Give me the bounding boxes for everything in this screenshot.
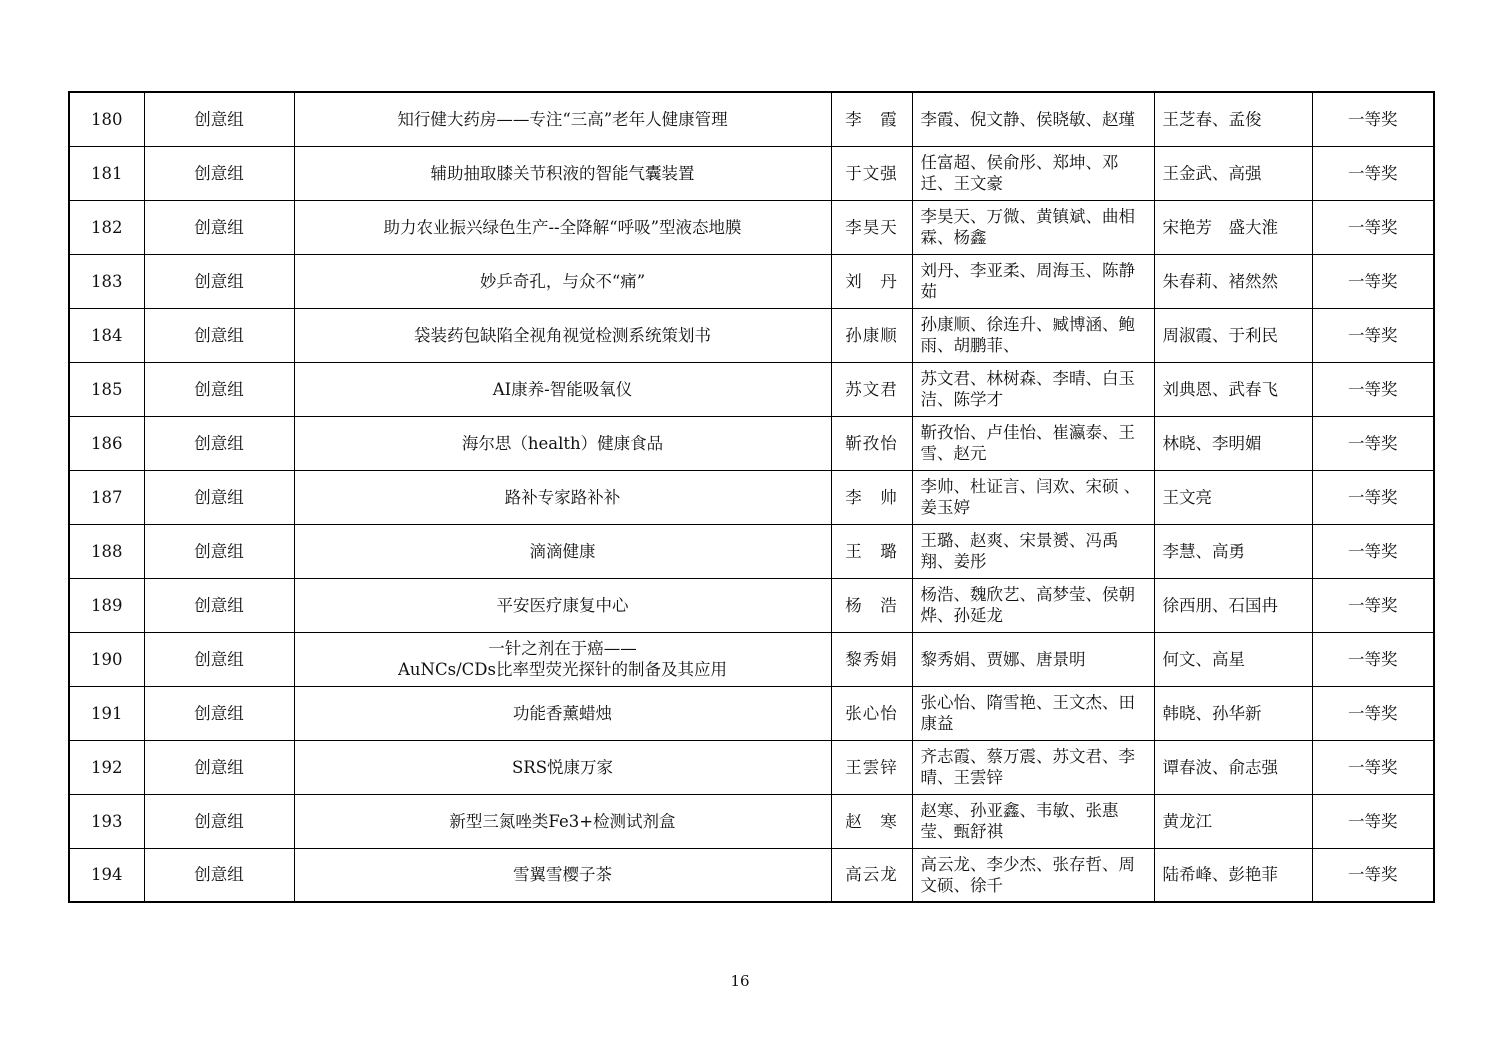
team-leader-cell: 黎秀娟 — [831, 632, 912, 686]
group-cell: 创意组 — [144, 470, 294, 524]
team-members-cell: 王璐、赵爽、宋景赟、冯禹翔、姜彤 — [912, 524, 1154, 578]
advisors-cell: 李慧、高勇 — [1154, 524, 1312, 578]
advisors-cell: 刘典恩、武春飞 — [1154, 362, 1312, 416]
table-row — [69, 200, 1434, 254]
project-title-cell — [294, 146, 831, 200]
entry-number-cell: 181 — [69, 146, 144, 200]
award-cell: 一等奖 — [1312, 254, 1434, 308]
project-title-line: 路补专家路补补 — [504, 487, 621, 507]
group-cell: 创意组 — [144, 92, 294, 146]
entry-number-cell: 185 — [69, 362, 144, 416]
group-cell: 创意组 — [144, 416, 294, 470]
award-cell: 一等奖 — [1312, 686, 1434, 740]
team-members-cell: 黎秀娟、贾娜、唐景明 — [912, 632, 1154, 686]
project-title-cell — [294, 92, 831, 146]
team-members-cell: 齐志霞、蔡万震、苏文君、李晴、王雲锌 — [912, 740, 1154, 794]
project-title-cell — [294, 686, 831, 740]
award-cell: 一等奖 — [1312, 470, 1434, 524]
project-title-cell — [294, 254, 831, 308]
entry-number-cell: 183 — [69, 254, 144, 308]
table-row — [69, 794, 1434, 848]
award-cell: 一等奖 — [1312, 794, 1434, 848]
advisors-cell: 韩晓、孙华新 — [1154, 686, 1312, 740]
award-cell: 一等奖 — [1312, 740, 1434, 794]
advisors-cell: 王文亮 — [1154, 470, 1312, 524]
entry-number-cell: 188 — [69, 524, 144, 578]
project-title-cell — [294, 362, 831, 416]
team-leader-cell: 于文强 — [831, 146, 912, 200]
award-cell: 一等奖 — [1312, 200, 1434, 254]
team-members-cell: 孙康顺、徐连升、臧博涵、鲍雨、胡鹏菲、 — [912, 308, 1154, 362]
advisors-cell: 谭春波、俞志强 — [1154, 740, 1312, 794]
group-cell: 创意组 — [144, 794, 294, 848]
team-members-cell: 赵寒、孙亚鑫、韦敏、张惠莹、甄舒祺 — [912, 794, 1154, 848]
advisors-cell: 王金武、高强 — [1154, 146, 1312, 200]
table-row — [69, 92, 1434, 146]
advisors-cell: 黄龙江 — [1154, 794, 1312, 848]
team-leader-cell: 李 霞 — [831, 92, 912, 146]
advisors-cell: 陆希峰、彭艳菲 — [1154, 848, 1312, 902]
team-leader-cell: 张心怡 — [831, 686, 912, 740]
table-row — [69, 470, 1434, 524]
team-leader-cell: 王雲锌 — [831, 740, 912, 794]
entry-number-cell: 186 — [69, 416, 144, 470]
project-title-line: AI康养-智能吸氧仪 — [492, 379, 633, 399]
group-cell: 创意组 — [144, 200, 294, 254]
entry-number-cell: 194 — [69, 848, 144, 902]
table-body — [69, 92, 1434, 902]
team-members-cell: 任富超、侯俞彤、郑坤、邓迁、王文豪 — [912, 146, 1154, 200]
award-cell: 一等奖 — [1312, 362, 1434, 416]
team-members-cell: 张心怡、隋雪艳、王文杰、田康益 — [912, 686, 1154, 740]
team-leader-cell: 孙康顺 — [831, 308, 912, 362]
award-cell: 一等奖 — [1312, 848, 1434, 902]
award-cell: 一等奖 — [1312, 146, 1434, 200]
advisors-cell: 徐西朋、石国冉 — [1154, 578, 1312, 632]
group-cell: 创意组 — [144, 146, 294, 200]
project-title-line: SRS悦康万家 — [511, 757, 614, 777]
team-leader-cell: 王 璐 — [831, 524, 912, 578]
table-row — [69, 308, 1434, 362]
advisors-cell: 周淑霞、于利民 — [1154, 308, 1312, 362]
entry-number-cell: 189 — [69, 578, 144, 632]
project-title-line: 妙乒奇孔，与众不“痛” — [479, 271, 646, 291]
entry-number-cell: 180 — [69, 92, 144, 146]
group-cell: 创意组 — [144, 362, 294, 416]
page-number: 16 — [730, 972, 750, 990]
table-row — [69, 686, 1434, 740]
project-title-cell — [294, 632, 831, 686]
table-row — [69, 632, 1434, 686]
project-title-cell — [294, 308, 831, 362]
team-leader-cell: 赵 寒 — [831, 794, 912, 848]
project-title-line: 知行健大药房——专注“三高”老年人健康管理 — [397, 109, 728, 129]
team-leader-cell: 杨 浩 — [831, 578, 912, 632]
project-title-cell — [294, 524, 831, 578]
project-title-line: 助力农业振兴绿色生产--全降解“呼吸”型液态地膜 — [383, 217, 742, 237]
project-title-cell — [294, 794, 831, 848]
table-row — [69, 848, 1434, 902]
table-row — [69, 524, 1434, 578]
group-cell: 创意组 — [144, 848, 294, 902]
group-cell: 创意组 — [144, 686, 294, 740]
award-cell: 一等奖 — [1312, 578, 1434, 632]
table-row — [69, 146, 1434, 200]
project-title-line: 辅助抽取膝关节积液的智能气囊装置 — [430, 163, 695, 183]
team-members-cell: 刘丹、李亚柔、周海玉、陈静茹 — [912, 254, 1154, 308]
advisors-cell: 朱春莉、褚然然 — [1154, 254, 1312, 308]
entry-number-cell: 182 — [69, 200, 144, 254]
award-cell: 一等奖 — [1312, 632, 1434, 686]
team-leader-cell: 李昊天 — [831, 200, 912, 254]
table-row — [69, 362, 1434, 416]
team-members-cell: 李帅、杜证言、闫欢、宋硕 、姜玉婷 — [912, 470, 1154, 524]
entry-number-cell: 192 — [69, 740, 144, 794]
project-title-cell — [294, 848, 831, 902]
team-members-cell: 靳孜怡、卢佳怡、崔瀛泰、王雪、赵元 — [912, 416, 1154, 470]
table-row — [69, 416, 1434, 470]
project-title-line: 雪翼雪樱子茶 — [513, 865, 612, 885]
project-title-line: 袋装药包缺陷全视角视觉检测系统策划书 — [414, 325, 711, 345]
advisors-cell: 王芝春、孟俊 — [1154, 92, 1312, 146]
project-title-line: 功能香薰蜡烛 — [513, 703, 612, 723]
group-cell: 创意组 — [144, 308, 294, 362]
project-title-cell — [294, 470, 831, 524]
project-title-line: 新型三氮唑类Fe3+检测试剂盒 — [449, 811, 676, 831]
award-cell: 一等奖 — [1312, 524, 1434, 578]
project-title-line: AuNCs/CDs比率型荧光探针的制备及其应用 — [398, 660, 727, 679]
project-title-line: 海尔思（health）健康食品 — [461, 433, 664, 453]
team-leader-cell: 刘 丹 — [831, 254, 912, 308]
group-cell: 创意组 — [144, 578, 294, 632]
entry-number-cell: 187 — [69, 470, 144, 524]
awards-table — [68, 91, 1435, 903]
table-row — [69, 740, 1434, 794]
group-cell: 创意组 — [144, 254, 294, 308]
advisors-cell: 宋艳芳 盛大淮 — [1154, 200, 1312, 254]
table-row — [69, 578, 1434, 632]
project-title-cell — [294, 200, 831, 254]
entry-number-cell: 184 — [69, 308, 144, 362]
group-cell: 创意组 — [144, 740, 294, 794]
team-leader-cell: 高云龙 — [831, 848, 912, 902]
group-cell: 创意组 — [144, 632, 294, 686]
team-leader-cell: 靳孜怡 — [831, 416, 912, 470]
project-title-cell — [294, 578, 831, 632]
table-row — [69, 254, 1434, 308]
entry-number-cell: 193 — [69, 794, 144, 848]
project-title-line: 一针之剂在于癌—— — [488, 639, 637, 658]
team-leader-cell: 苏文君 — [831, 362, 912, 416]
project-title-line: 平安医疗康复中心 — [496, 595, 629, 615]
project-title-line: 滴滴健康 — [529, 541, 596, 561]
team-leader-cell: 李 帅 — [831, 470, 912, 524]
team-members-cell: 李霞、倪文静、侯晓敏、赵瑾 — [912, 92, 1154, 146]
advisors-cell: 何文、高星 — [1154, 632, 1312, 686]
project-title-cell — [294, 740, 831, 794]
team-members-cell: 高云龙、李少杰、张存哲、周文硕、徐千 — [912, 848, 1154, 902]
advisors-cell: 林晓、李明媚 — [1154, 416, 1312, 470]
entry-number-cell: 191 — [69, 686, 144, 740]
team-members-cell: 杨浩、魏欣艺、高梦莹、侯朝烨、孙延龙 — [912, 578, 1154, 632]
team-members-cell: 苏文君、林树森、李晴、白玉洁、陈学才 — [912, 362, 1154, 416]
award-cell: 一等奖 — [1312, 416, 1434, 470]
entry-number-cell: 190 — [69, 632, 144, 686]
project-title-cell — [294, 416, 831, 470]
team-members-cell: 李昊天、万微、黄镇斌、曲相霖、杨鑫 — [912, 200, 1154, 254]
award-cell: 一等奖 — [1312, 92, 1434, 146]
group-cell: 创意组 — [144, 524, 294, 578]
award-cell: 一等奖 — [1312, 308, 1434, 362]
